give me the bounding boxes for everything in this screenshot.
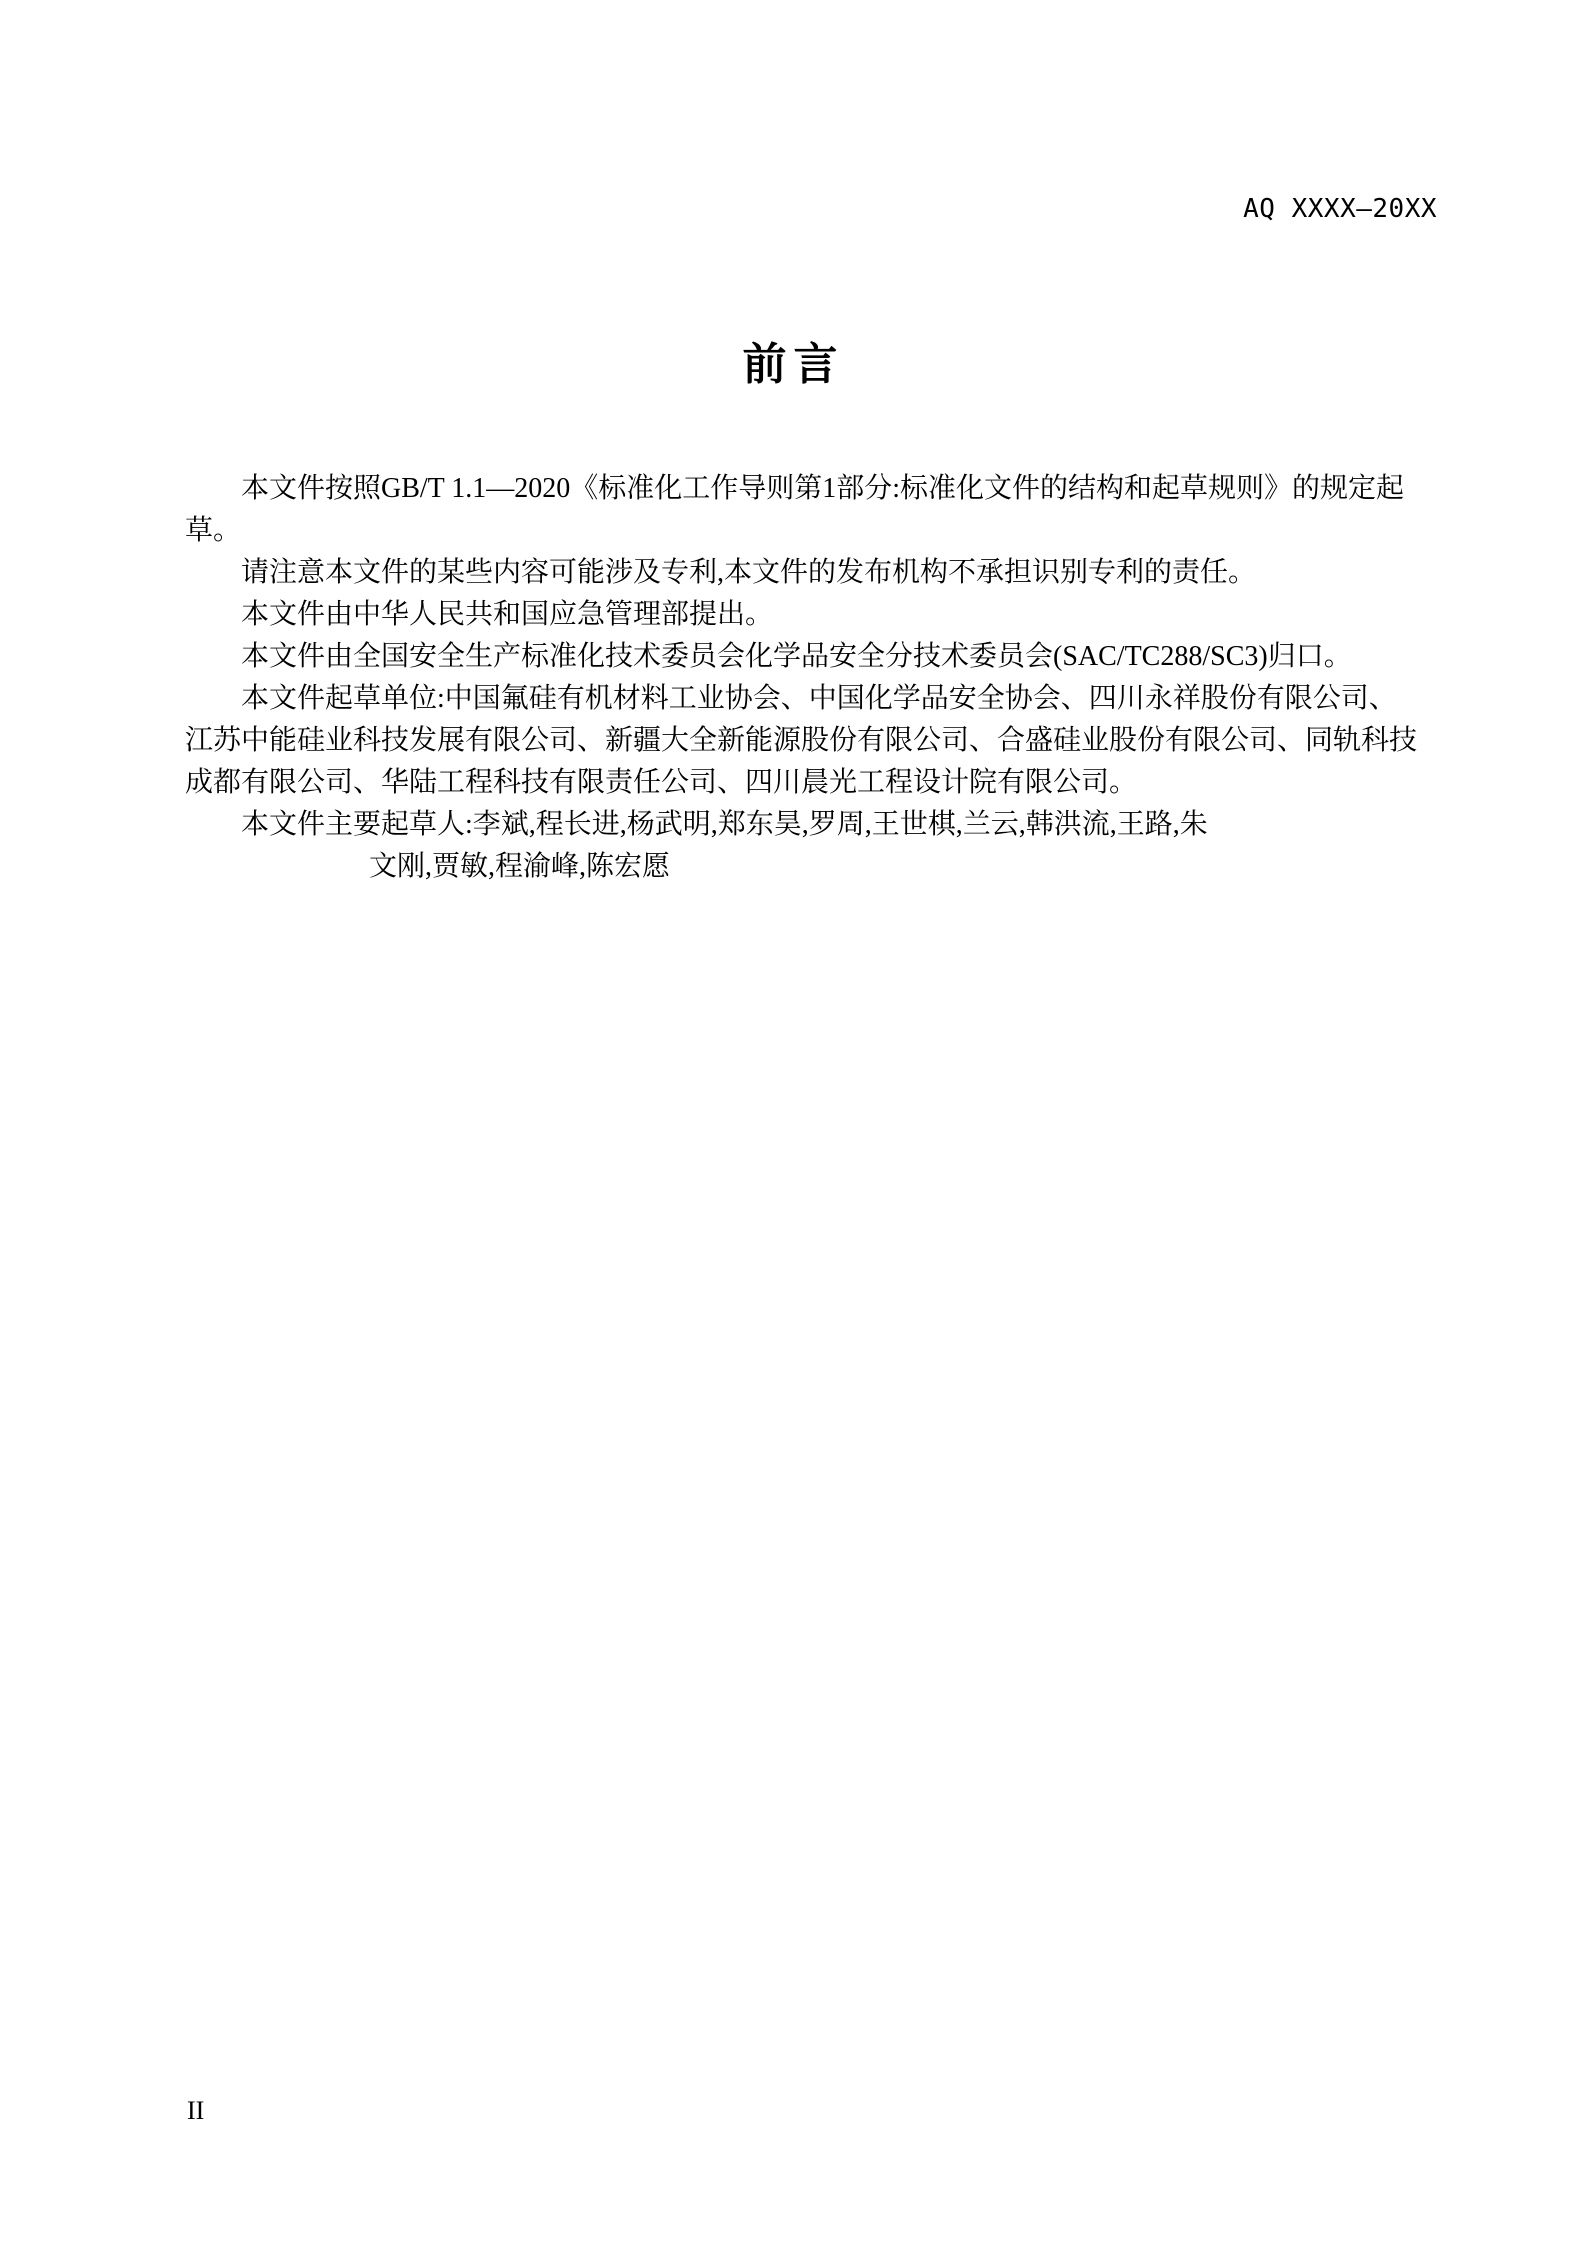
body-line: 本文件起草单位:中国氟硅有机材料工业协会、中国化学品安全协会、四川永祥股份有限公司、 bbox=[241, 683, 1397, 714]
body-line: 请注意本文件的某些内容可能涉及专利,本文件的发布机构不承担识别专利的责任。 bbox=[241, 557, 1257, 588]
body-line: 本文件由中华人民共和国应急管理部提出。 bbox=[241, 599, 774, 630]
body-line: 本文件按照GB/T 1.1—2020《标准化工作导则第1部分:标准化文件的结构和起草规则》的规定起 bbox=[241, 473, 1405, 504]
body-line: 本文件由全国安全生产标准化技术委员会化学品安全分技术委员会(SAC/TC288/SC3)归口。 bbox=[241, 641, 1352, 672]
body-line: 江苏中能硅业科技发展有限公司、新疆大全新能源股份有限公司、合盛硅业股份有限公司、同轨科技 bbox=[185, 725, 1418, 756]
body-line: 文刚,贾敏,程渝峰,陈宏愿 bbox=[369, 851, 671, 882]
body-line: 草。 bbox=[185, 515, 242, 546]
page-title: 前言 bbox=[742, 340, 845, 389]
standard-number: AQ XXXX—20XX bbox=[1243, 194, 1437, 224]
body-line: 成都有限公司、华陆工程科技有限责任公司、四川晨光工程设计院有限公司。 bbox=[185, 767, 1138, 798]
body-line: 本文件主要起草人:李斌,程长进,杨武明,郑东昊,罗周,王世棋,兰云,韩洪流,王路,朱 bbox=[241, 809, 1208, 840]
page-number: II bbox=[187, 2096, 205, 2125]
foreword-body bbox=[185, 468, 1470, 888]
